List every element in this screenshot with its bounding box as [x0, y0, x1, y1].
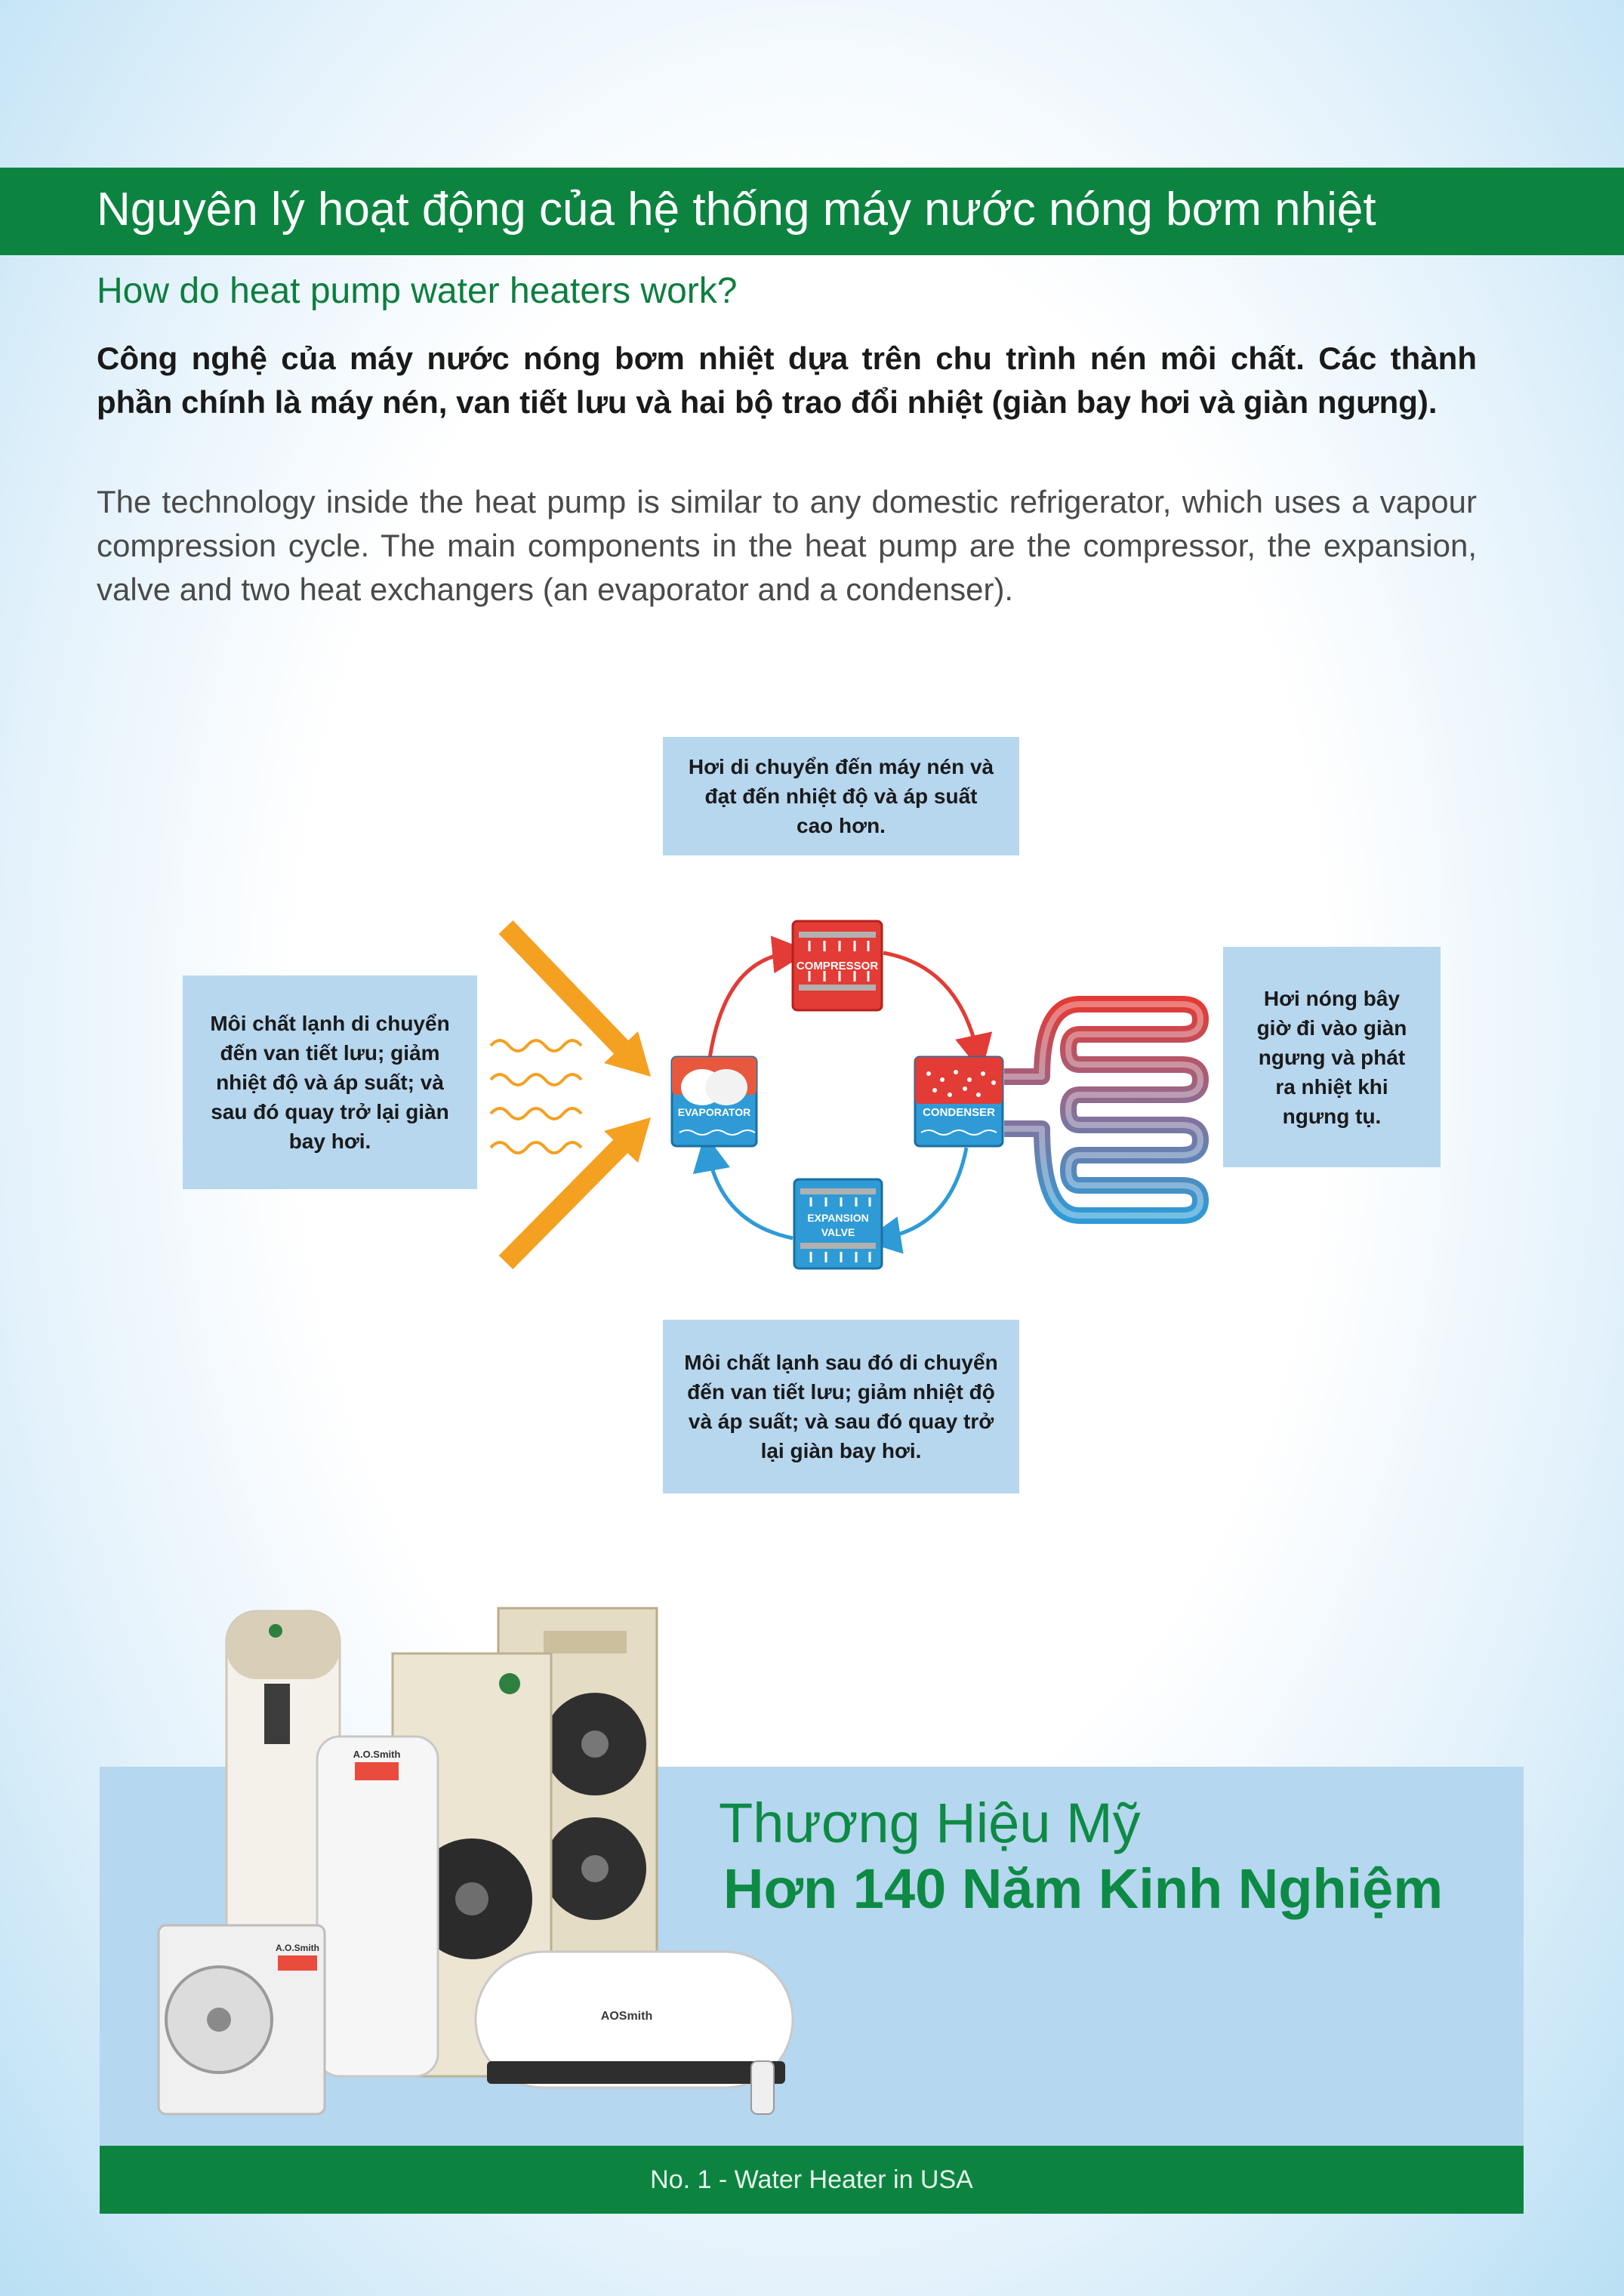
outdoor-unit-logo: A.O.Smith — [275, 1943, 320, 1953]
flow-arc-cond-to-exp — [882, 1148, 966, 1238]
compressor-label: COMPRESSOR — [796, 960, 879, 972]
heater-logo: AOSmith — [600, 2010, 653, 2023]
note-condenser-text: Hơi nóng bây giờ đi vào giàn ngưng và phát ra nhiệt khi ngưng tụ. — [1256, 986, 1407, 1128]
product-storage-tank — [317, 1737, 438, 2076]
product-lineup-image — [151, 1601, 815, 2129]
compressor-block — [793, 921, 882, 1010]
condenser-label: CONDENSER — [923, 1106, 995, 1119]
flow-arc-comp-to-cond — [883, 953, 978, 1054]
brand-experience: Hơn 140 Năm Kinh Nghiệm — [723, 1857, 1444, 1920]
expansion-valve-block — [794, 1179, 882, 1268]
note-expansion — [663, 1320, 1019, 1493]
tank-logo: A.O.Smith — [353, 1749, 401, 1760]
flow-arc-evap-to-comp — [710, 953, 791, 1059]
evaporator-block — [672, 1057, 757, 1146]
ambient-heat-arrows — [491, 927, 651, 1262]
heat-arrow-bottom — [506, 1133, 634, 1262]
refrigeration-cycle-diagram — [483, 906, 1238, 1299]
note-compressor — [663, 737, 1019, 855]
page-subtitle: How do heat pump water heaters work? — [97, 271, 738, 311]
intro-vietnamese: Công nghệ của máy nước nóng bơm nhiệt dựa trên chu trình nén môi chất. Các thành phần chính là máy nén, van tiết lưu và hai bộ trao đổi nhiệt (giàn bay hơi và giàn ngưng). — [97, 341, 1477, 420]
expansion-label-2: VALVE — [821, 1226, 855, 1238]
brand-heading: Thương Hiệu Mỹ — [719, 1792, 1141, 1854]
page-title: Nguyên lý hoạt động của hệ thống máy nước nóng bơm nhiệt — [97, 183, 1376, 236]
heat-waves — [491, 1040, 581, 1153]
intro-english: The technology inside the heat pump is similar to any domestic refrigerator, which uses a vapour compression cycle. The main components in the heat pump are the compressor, the expansion, valve and two heat exchangers (an evaporator and a condenser). — [97, 484, 1477, 607]
product-outdoor-unit — [159, 1925, 325, 2114]
note-compressor-text: Hơi di chuyển đến máy nén và đạt đến nhiệt độ và áp suất cao hơn. — [688, 755, 994, 837]
evaporator-label: EVAPORATOR — [677, 1106, 751, 1118]
note-evaporator-text: Môi chất lạnh di chuyển đến van tiết lưu; giảm nhiệt độ và áp suất; và sau đó quay trở lại giàn bay hơi. — [210, 1012, 450, 1153]
footer-tagline: No. 1 - Water Heater in USA — [650, 2165, 973, 2194]
flow-arc-exp-to-evap — [708, 1152, 793, 1238]
note-evaporator — [183, 975, 477, 1189]
condenser-block — [915, 1057, 1003, 1146]
product-wall-heater — [476, 1952, 793, 2114]
expansion-label-1: EXPANSION — [807, 1212, 869, 1224]
note-expansion-text: Môi chất lạnh sau đó di chuyển đến van tiết lưu; giảm nhiệt độ và áp suất; và sau đó quay trở lại giàn bay hơi. — [684, 1351, 998, 1462]
note-condenser — [1223, 947, 1441, 1167]
